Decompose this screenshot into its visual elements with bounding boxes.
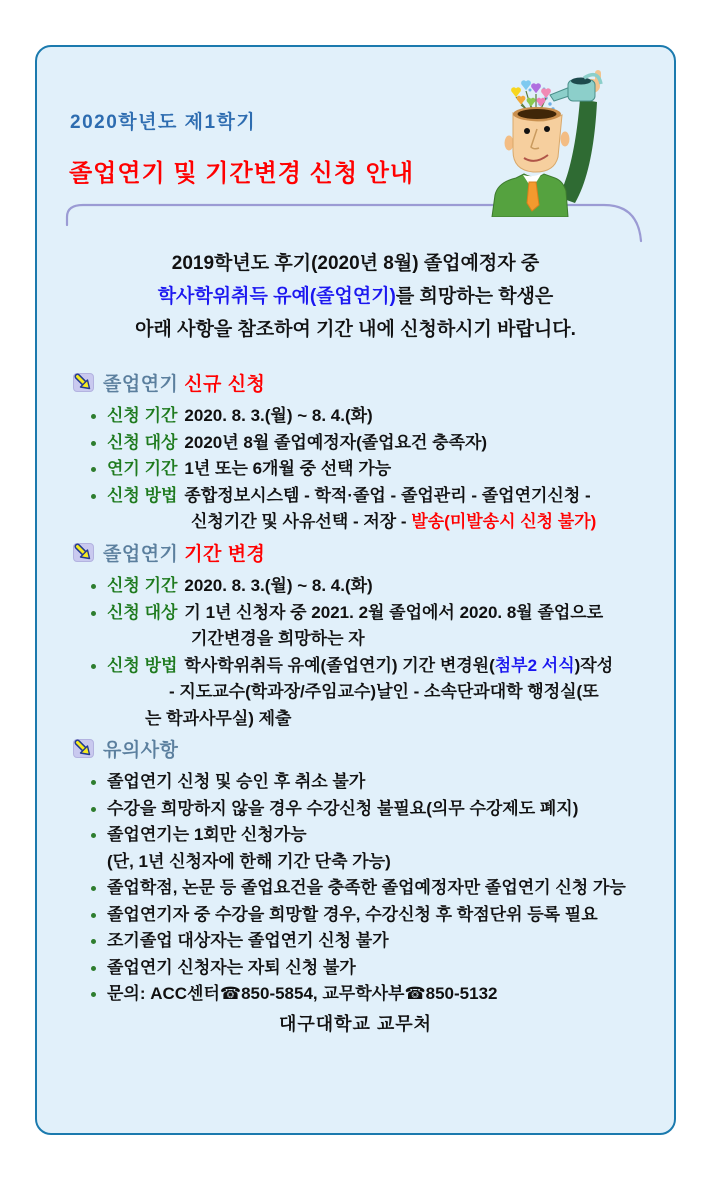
list-item: 졸업학점, 논문 등 졸업요건을 충족한 졸업예정자만 졸업연기 신청 가능	[90, 875, 653, 902]
bullet-icon	[91, 913, 96, 918]
bullet-icon	[91, 611, 96, 616]
continuation-line: (단, 1년 신청자에 한해 기간 단축 가능)	[107, 851, 391, 871]
list-item	[90, 981, 653, 1008]
list-item: 신청 대상 2020년 8월 졸업예정자(졸업요건 충족자)	[90, 430, 653, 457]
intro-line-3: 아래 사항을 참조하여 기간 내에 신청하시기 바랍니다.	[135, 319, 576, 340]
list-item: 조기졸업 대상자는 졸업연기 신청 불가	[90, 928, 653, 955]
bullet-icon	[91, 966, 96, 971]
intro-highlight-blue: 학사학위취득 유예(졸업연기)	[157, 286, 396, 307]
list-item: 졸업연기는 1회만 신청가능 (단, 1년 신청자에 한해 기간 단축 가능)	[90, 822, 653, 875]
left-eye	[524, 128, 530, 134]
arrow-bullet-icon	[73, 543, 94, 562]
section-header	[73, 539, 653, 566]
attachment-link-text: 첨부2 서식	[494, 655, 575, 675]
list-item: 신청 기간 2020. 8. 3.(월) ~ 8. 4.(화)	[90, 573, 653, 600]
bullet-icon	[91, 992, 96, 997]
bullet-icon	[91, 833, 96, 838]
head	[513, 113, 562, 172]
arrow-bullet-icon	[73, 739, 94, 758]
watering-can-opening	[571, 78, 591, 85]
intro-paragraph	[37, 247, 674, 346]
left-ear	[505, 136, 514, 151]
intro-line-2: 학사학위취득 유예(졸업연기)를 희망하는 학생은	[157, 286, 554, 307]
section-period-change	[73, 539, 653, 732]
section-title: 졸업연기 기간 변경	[103, 544, 266, 565]
footer-organization: 대구대학교 교무처	[278, 1014, 433, 1034]
section-header	[73, 735, 653, 762]
bullet-icon	[91, 414, 96, 419]
notice-panel	[35, 45, 676, 1135]
continuation-line: 는 학과사무실) 제출	[145, 708, 292, 728]
intro-line-1: 2019학년도 후기(2020년 8월) 졸업예정자 중	[171, 253, 540, 274]
section-header	[73, 369, 653, 396]
list-item: 연기 기간 1년 또는 6개월 중 선택 가능	[90, 456, 653, 483]
bullet-icon	[91, 441, 96, 446]
arrow-bullet-icon	[73, 373, 94, 392]
bullet-icon	[91, 494, 96, 499]
bullet-icon	[91, 664, 96, 669]
right-eye	[544, 126, 550, 132]
warning-text: 발송(미발송시 신청 불가)	[411, 512, 597, 531]
bullet-icon	[91, 807, 96, 812]
bullet-icon	[91, 467, 96, 472]
heart-flowers	[511, 80, 551, 106]
bullet-icon	[91, 780, 96, 785]
list-item: 졸업연기자 중 수강을 희망할 경우, 수강신청 후 학점단위 등록 필요	[90, 902, 653, 929]
list-item: 수강을 희망하지 않을 경우 수강신청 불필요(의무 수강제도 폐지)	[90, 796, 653, 823]
list-item: 신청 대상 기 1년 신청자 중 2021. 2월 졸업에서 2020. 8월 졸업으로 기간변경을 희망하는 자	[90, 600, 653, 653]
bullet-icon	[91, 939, 96, 944]
head-opening	[518, 109, 557, 119]
right-ear	[561, 132, 570, 147]
page-title: 졸업연기 및 기간변경 신청 안내	[69, 160, 415, 187]
list-item: 졸업연기 신청자는 자퇴 신청 불가	[90, 955, 653, 982]
list-item: 신청 방법 학사학위취득 유예(졸업연기) 기간 변경원(첨부2 서식)작성 - 지도교수(학과장/주임교수)날인 - 소속단과대학 행정실(또 는 학과사무실) 제출	[90, 653, 653, 733]
man-watering-head-illustration	[482, 65, 664, 217]
bullet-icon	[91, 886, 96, 891]
bullet-icon	[91, 584, 96, 589]
continuation-line: 기간변경을 희망하는 자	[191, 629, 365, 648]
section-title: 졸업연기 신규 신청	[103, 374, 266, 395]
contact-info: 문의: ACC센터☎850-5854, 교무학사부☎850-5132	[107, 984, 498, 1003]
list-item: 신청 기간 2020. 8. 3.(월) ~ 8. 4.(화)	[90, 403, 653, 430]
section-new-application	[73, 369, 653, 536]
continuation-line: - 지도교수(학과장/주임교수)날인 - 소속단과대학 행정실(또	[169, 682, 599, 701]
semester-label: 2020학년도 제1학기	[70, 112, 257, 133]
list-item: 신청 방법 종합정보시스템 - 학적·졸업 - 졸업관리 - 졸업연기신청 - 신청기간 및 사유선택 - 저장 - 발송(미발송시 신청 불가)	[90, 483, 653, 536]
section-title: 유의사항	[103, 740, 179, 761]
section-notes	[73, 735, 653, 1008]
continuation-line: 신청기간 및 사유선택 - 저장 - 발송(미발송시 신청 불가)	[191, 512, 597, 531]
list-item: 졸업연기 신청 및 승인 후 취소 불가	[90, 769, 653, 796]
